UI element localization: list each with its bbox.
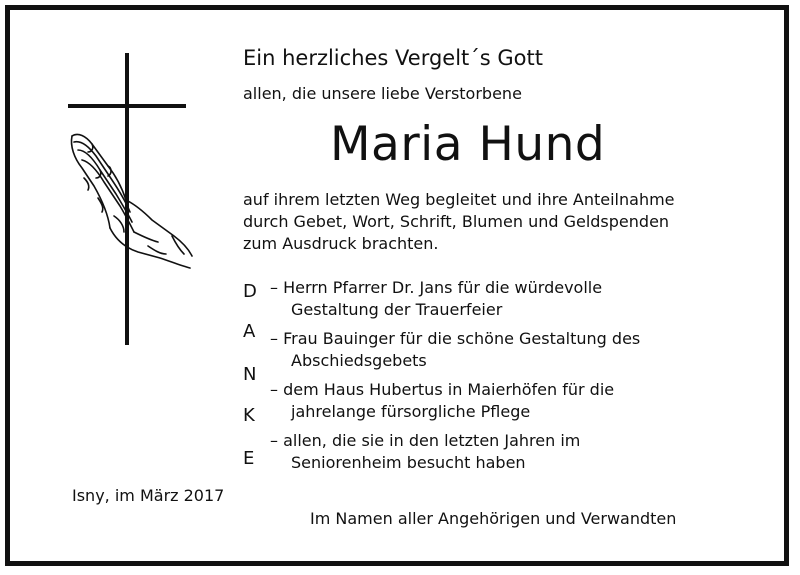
- thanks-item-line: Abschiedsgebets: [291, 351, 427, 370]
- danke-letter: N: [243, 364, 257, 385]
- thanks-item-line: – Herrn Pfarrer Dr. Jans für die würdevolle: [270, 278, 603, 297]
- thanks-item: [270, 430, 580, 474]
- thanks-paragraph: [243, 189, 675, 255]
- subheading: allen, die unsere liebe Verstorbene: [243, 84, 522, 103]
- thanks-item-line: Gestaltung der Trauerfeier: [291, 300, 503, 319]
- signature: Im Namen aller Angehörigen und Verwandten: [310, 509, 677, 528]
- danke-letter: D: [243, 281, 257, 302]
- place-date: Isny, im März 2017: [72, 486, 225, 505]
- paragraph-line: durch Gebet, Wort, Schrift, Blumen und Geldspenden: [243, 212, 670, 231]
- thanks-item-line: jahrelange fürsorgliche Pflege: [291, 402, 531, 421]
- thanks-item-line: – Frau Bauinger für die schöne Gestaltung des: [270, 329, 641, 348]
- danke-letter: E: [243, 448, 255, 469]
- thanks-item-line: – allen, die sie in den letzten Jahren im: [270, 431, 581, 450]
- thanks-item-line: – dem Haus Hubertus in Maierhöfen für die: [270, 380, 615, 399]
- danke-letter: K: [243, 405, 255, 426]
- thanks-item: [270, 328, 640, 372]
- paragraph-line: zum Ausdruck brachten.: [243, 234, 439, 253]
- thanks-item: [270, 379, 614, 423]
- thanks-item: [270, 277, 602, 321]
- praying-hands-icon: [64, 128, 196, 270]
- cross-icon-bar: [68, 104, 186, 108]
- danke-letter: A: [243, 321, 256, 342]
- heading: Ein herzliches Vergelt´s Gott: [243, 46, 543, 70]
- paragraph-line: auf ihrem letzten Weg begleitet und ihre Anteilnahme: [243, 190, 675, 209]
- thanks-item-line: Seniorenheim besucht haben: [291, 453, 526, 472]
- deceased-name: Maria Hund: [330, 117, 606, 172]
